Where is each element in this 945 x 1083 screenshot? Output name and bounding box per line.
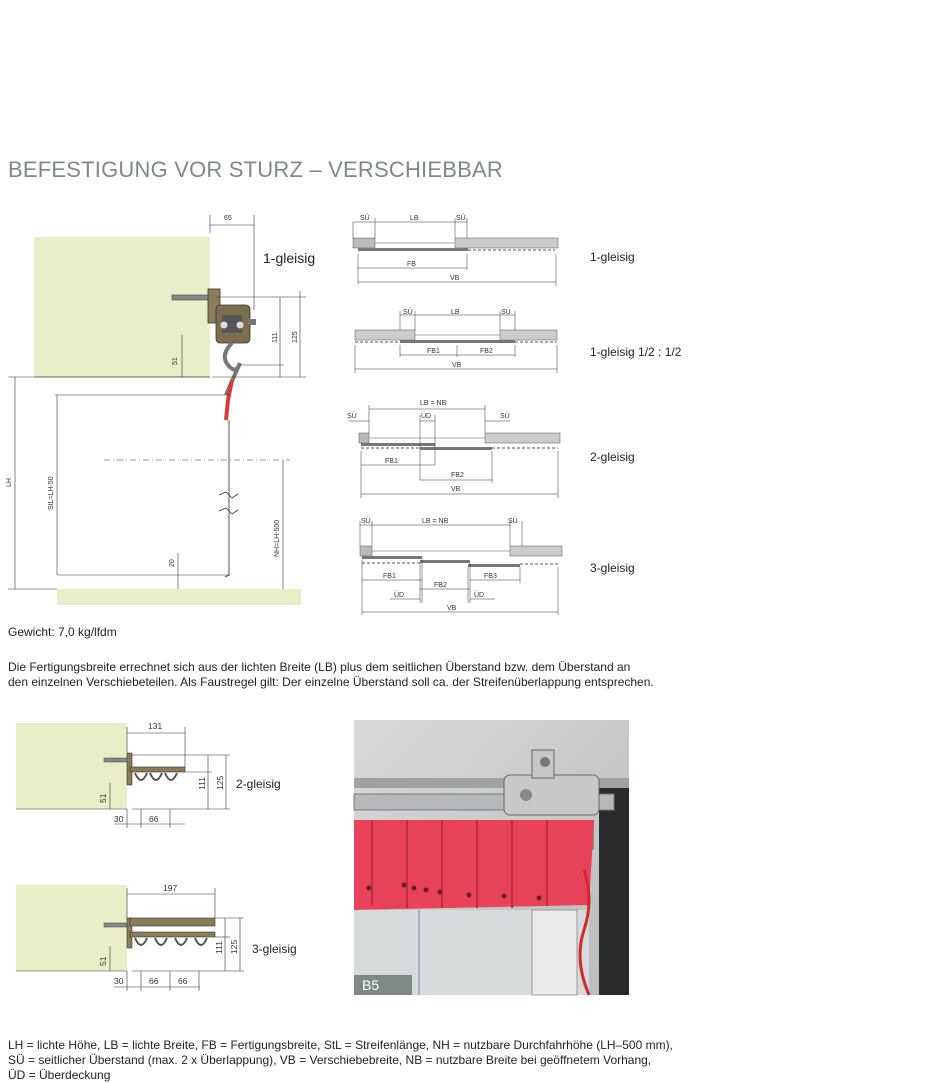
v2-su-right: SÜ [501, 309, 511, 316]
variant-1-label: 1-gleisig [590, 250, 635, 264]
v3-lbnb: LB = NB [420, 400, 447, 407]
two-track-diagram [0, 715, 240, 830]
variant-3-diagram [345, 395, 565, 500]
v4-fb1: FB1 [383, 573, 396, 580]
dim-51: 51 [172, 357, 179, 365]
v4-lbnb: LB = NB [422, 518, 449, 525]
v2-fb1: FB1 [427, 348, 440, 355]
variant-4-diagram [350, 513, 565, 618]
v4-ud-left: ÜD [394, 592, 405, 599]
v1-vb: VB [450, 275, 460, 282]
photo-caption: B5 [362, 977, 380, 993]
variant-2-diagram [350, 305, 565, 380]
two-track-dim-51: 51 [98, 793, 108, 803]
two-track-label: 2-gleisig [236, 777, 281, 791]
floor [57, 589, 301, 605]
three-track-dim-125: 125 [229, 939, 239, 954]
description-line-1: Die Fertigungsbreite errechnet sich aus der lichten Breite (LB) plus dem seitlichen Überstand bzw. dem Überstand an [8, 660, 631, 674]
legend [8, 1038, 938, 1083]
v3-fb2: FB2 [451, 472, 464, 479]
three-track-dim-197: 197 [163, 883, 178, 893]
dim-20: 20 [169, 559, 176, 567]
wall [34, 237, 210, 377]
variant-4-label: 3-gleisig [590, 561, 635, 575]
v3-su-right: SÜ [500, 413, 510, 420]
v4-fb2: FB2 [434, 582, 447, 589]
v1-su-left: SÜ [360, 215, 370, 222]
dim-stl: StL=LH-50 [48, 476, 55, 510]
three-track-dim-66b: 66 [178, 976, 188, 986]
legend-line-3: ÜD = Überdeckung [8, 1068, 111, 1082]
three-track-dim-111: 111 [214, 941, 224, 954]
dim-65: 65 [224, 215, 232, 222]
three-track-label: 3-gleisig [252, 942, 297, 956]
v4-fb3: FB3 [484, 573, 497, 580]
description [8, 660, 908, 690]
product-photo [354, 720, 629, 995]
main-mounting-diagram [0, 205, 340, 615]
weight-text: Gewicht: 7,0 kg/lfdm [8, 625, 117, 639]
dim-125: 125 [292, 331, 299, 343]
variant-2-label: 1-gleisig 1/2 : 1/2 [590, 345, 682, 359]
variant-1-diagram [350, 210, 565, 290]
main-diagram-label: 1-gleisig [263, 250, 316, 266]
dim-nh: NH=LH-500 [274, 519, 281, 557]
v1-fb: FB [407, 261, 416, 268]
legend-line-2: SÜ = seitlicher Überstand (max. 2 x Überlappung), VB = Verschiebebreite, NB = nutzbare Breite bei geöffnetem Vorhang, [8, 1053, 652, 1067]
two-track-dim-125: 125 [215, 775, 225, 790]
dim-lh: LH [6, 478, 13, 487]
v1-lb: LB [410, 215, 419, 222]
three-track-diagram [0, 880, 250, 995]
three-track-dim-30: 30 [114, 976, 124, 986]
v4-su-left: SÜ [361, 518, 371, 525]
three-track-dim-66a: 66 [149, 976, 159, 986]
v3-su-left: SÜ [347, 413, 357, 420]
two-track-dim-66: 66 [149, 814, 159, 824]
v3-vb: VB [451, 486, 461, 493]
v4-ud-right: ÜD [474, 592, 485, 599]
v2-su-left: SÜ [403, 309, 413, 316]
two-track-dim-131: 131 [148, 721, 163, 731]
dim-111: 111 [272, 332, 279, 343]
v2-fb2: FB2 [480, 348, 493, 355]
variant-3-label: 2-gleisig [590, 450, 635, 464]
v3-fb1: FB1 [385, 458, 398, 465]
legend-line-1: LH = lichte Höhe, LB = lichte Breite, FB = Fertigungsbreite, StL = Streifenlänge, NH = nutzbare Durchfahrhöhe (LH–500 mm), [8, 1038, 673, 1052]
v1-su-right: SÜ [456, 215, 466, 222]
v4-vb: VB [447, 605, 457, 612]
v2-lb: LB [451, 309, 460, 316]
v4-su-right: SÜ [508, 518, 518, 525]
two-track-dim-111: 111 [197, 777, 207, 790]
v2-vb: VB [452, 362, 462, 369]
description-line-2: den einzelnen Verschiebeteilen. Als Faustregel gilt: Der einzelne Überstand soll ca. der Streifenüberlappung entsprechen. [8, 675, 654, 689]
three-track-dim-51: 51 [98, 956, 108, 966]
page-title: BEFESTIGUNG VOR STURZ – VERSCHIEBBAR [8, 157, 503, 182]
v3-ud: ÜD [421, 413, 432, 420]
two-track-dim-30: 30 [114, 814, 124, 824]
